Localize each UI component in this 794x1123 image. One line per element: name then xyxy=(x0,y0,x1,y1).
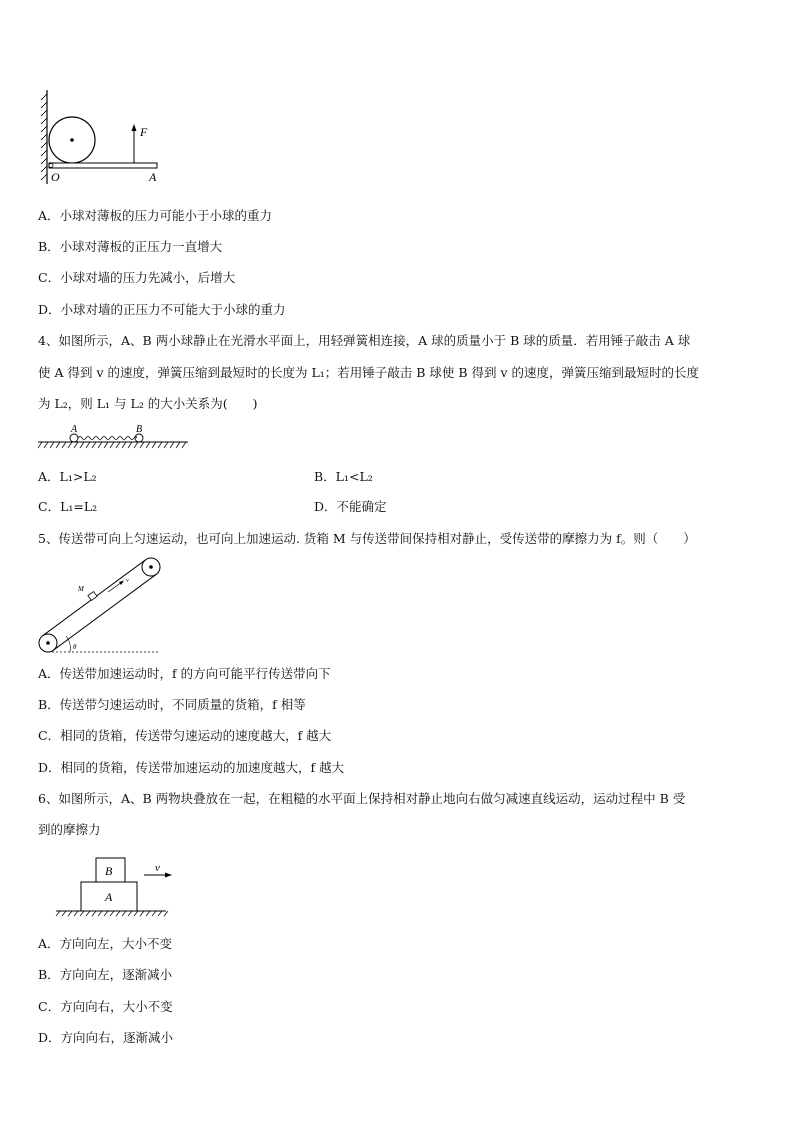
fig-q4-label-B: B xyxy=(136,424,143,435)
fig1-label-A: A xyxy=(149,170,157,184)
q6-option-a: A．方向向左，大小不变 xyxy=(38,936,173,951)
fig-q5-label-v: v xyxy=(126,578,129,584)
q4-option-b: B．L₁<L₂ xyxy=(314,469,373,484)
q3-option-c: C．小球对墙的压力先减小，后增大 xyxy=(38,270,236,285)
fig-q5-label-M: M xyxy=(78,585,84,593)
fig-q4-label-A: A xyxy=(71,424,78,435)
figure-stacked-blocks xyxy=(52,854,182,924)
figure-conveyor-belt xyxy=(36,556,166,656)
fig1-label-O: O xyxy=(51,170,60,184)
fig-q6-label-v: v xyxy=(155,862,160,874)
q4-option-d: D．不能确定 xyxy=(314,499,387,514)
q5-option-b: B．传送带匀速运动时，不同质量的货箱，f 相等 xyxy=(38,697,306,712)
q3-option-b: B．小球对薄板的正压力一直增大 xyxy=(38,239,223,254)
q5-option-c: C．相同的货箱，传送带匀速运动的速度越大，f 越大 xyxy=(38,728,332,743)
q4-stem-line3: 为 L₂，则 L₁ 与 L₂ 的大小关系为( ) xyxy=(38,396,258,411)
q6-option-b: B．方向向左，逐渐减小 xyxy=(38,967,173,982)
q3-option-a: A．小球对薄板的压力可能小于小球的重力 xyxy=(38,208,273,223)
fig-q6-label-B: B xyxy=(105,864,113,878)
q5-stem-line1: 5、传送带可向上匀速运动，也可向上加速运动. 货箱 M 与传送带间保持相对静止，受传送带的摩擦力为 f。则（ ） xyxy=(38,531,696,546)
fig1-label-F: F xyxy=(140,125,148,139)
q6-option-d: D．方向向右，逐渐减小 xyxy=(38,1030,174,1045)
figure-ball-board-wall xyxy=(38,84,198,194)
q4-option-c: C．L₁=L₂ xyxy=(38,499,98,514)
q4-option-a: A．L₁>L₂ xyxy=(38,469,97,484)
fig-q5-label-theta: θ xyxy=(73,643,77,651)
q4-stem-line1: 4、如图所示，A、B 两小球静止在光滑水平面上，用轻弹簧相连接，A 球的质量小于 B 球的质量．若用锤子敲击 A 球 xyxy=(38,333,691,348)
q5-option-a: A．传送带加速运动时，f 的方向可能平行传送带向下 xyxy=(38,666,331,681)
q6-stem-line2: 到的摩擦力 xyxy=(38,822,101,837)
q6-option-c: C．方向向右，大小不变 xyxy=(38,999,173,1014)
fig-q6-label-A: A xyxy=(105,890,113,904)
q5-option-d: D．相同的货箱，传送带加速运动的加速度越大，f 越大 xyxy=(38,760,345,775)
q3-option-d: D．小球对墙的正压力不可能大于小球的重力 xyxy=(38,302,286,317)
q6-stem-line1: 6、如图所示，A、B 两物块叠放在一起，在粗糙的水平面上保持相对静止地向右做匀减速直线运动，运动过程中 B 受 xyxy=(38,791,686,806)
figure-spring-balls xyxy=(36,424,196,454)
q4-stem-line2: 使 A 得到 v 的速度，弹簧压缩到最短时的长度为 L₁；若用锤子敲击 B 球使 B 得到 v 的速度，弹簧压缩到最短时的长度 xyxy=(38,365,700,380)
